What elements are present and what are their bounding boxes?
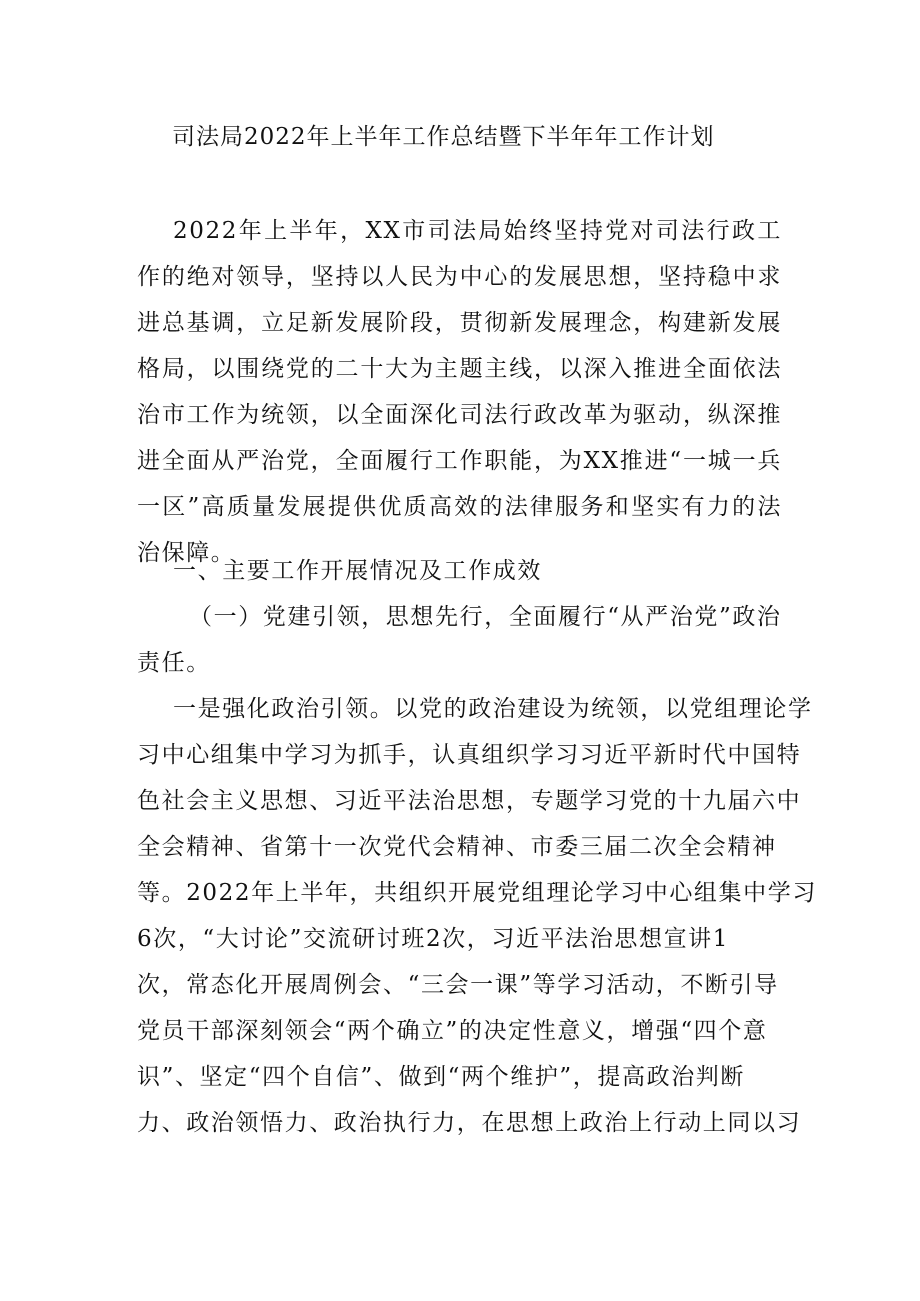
paragraph-line: 力、政治领悟力、政治执行力，在思想上政治上行动上同以习 (137, 1110, 802, 1136)
document-title: 司法局2022年上半年工作总结暨下半年年工作计划 (172, 124, 715, 150)
paragraph-line: 党员干部深刻领会“两个确立”的决定性意义，增强“四个意 (137, 1018, 768, 1044)
paragraph-line: 6次，“大讨论”交流研讨班2次，习近平法治思想宣讲1 (137, 926, 730, 952)
paragraph-line: 一是强化政治引领。以党的政治建设为统领，以党组理论学 (173, 696, 813, 722)
paragraph-line: 习中心组集中学习为抓手，认真组织学习习近平新时代中国特 (137, 742, 802, 768)
body-paragraph (137, 686, 817, 1146)
subsection-heading: （一）党建引领，思想先行，全面履行“从严治党”政治责任。 (137, 604, 782, 676)
paragraph-line: 次，常态化开展周例会、“三会一课”等学习活动，不断引导 (137, 972, 779, 998)
intro-paragraph: 2022年上半年，XX市司法局始终坚持党对司法行政工作的绝对领导，坚持以人民为中心的发展思想，坚持稳中求进总基调，立足新发展阶段，贯彻新发展理念，构建新发展格局，以围绕党的二十大为主题主线，以深入推进全面依法治市工作为统领，以全面深化司法行政改革为驱动，纵深推进全面从严治党，全面履行工作职能，为XX推进“一城一兵一区”高质量发展提供优质高效的法律服务和坚实有力的法治保障。 (137, 218, 782, 566)
paragraph-line: 色社会主义思想、习近平法治思想，专题学习党的十九届六中 (137, 788, 802, 814)
section-heading: 一、主要工作开展情况及工作成效 (173, 558, 542, 584)
paragraph-line: 全会精神、省第十一次党代会精神、市委三届二次全会精神 (137, 834, 777, 860)
paragraph-line: 等。2022年上半年，共组织开展党组理论学习中心组集中学习 (137, 880, 817, 906)
paragraph-line: 识”、坚定“四个自信”、做到“两个维护”，提高政治判断 (137, 1064, 745, 1090)
